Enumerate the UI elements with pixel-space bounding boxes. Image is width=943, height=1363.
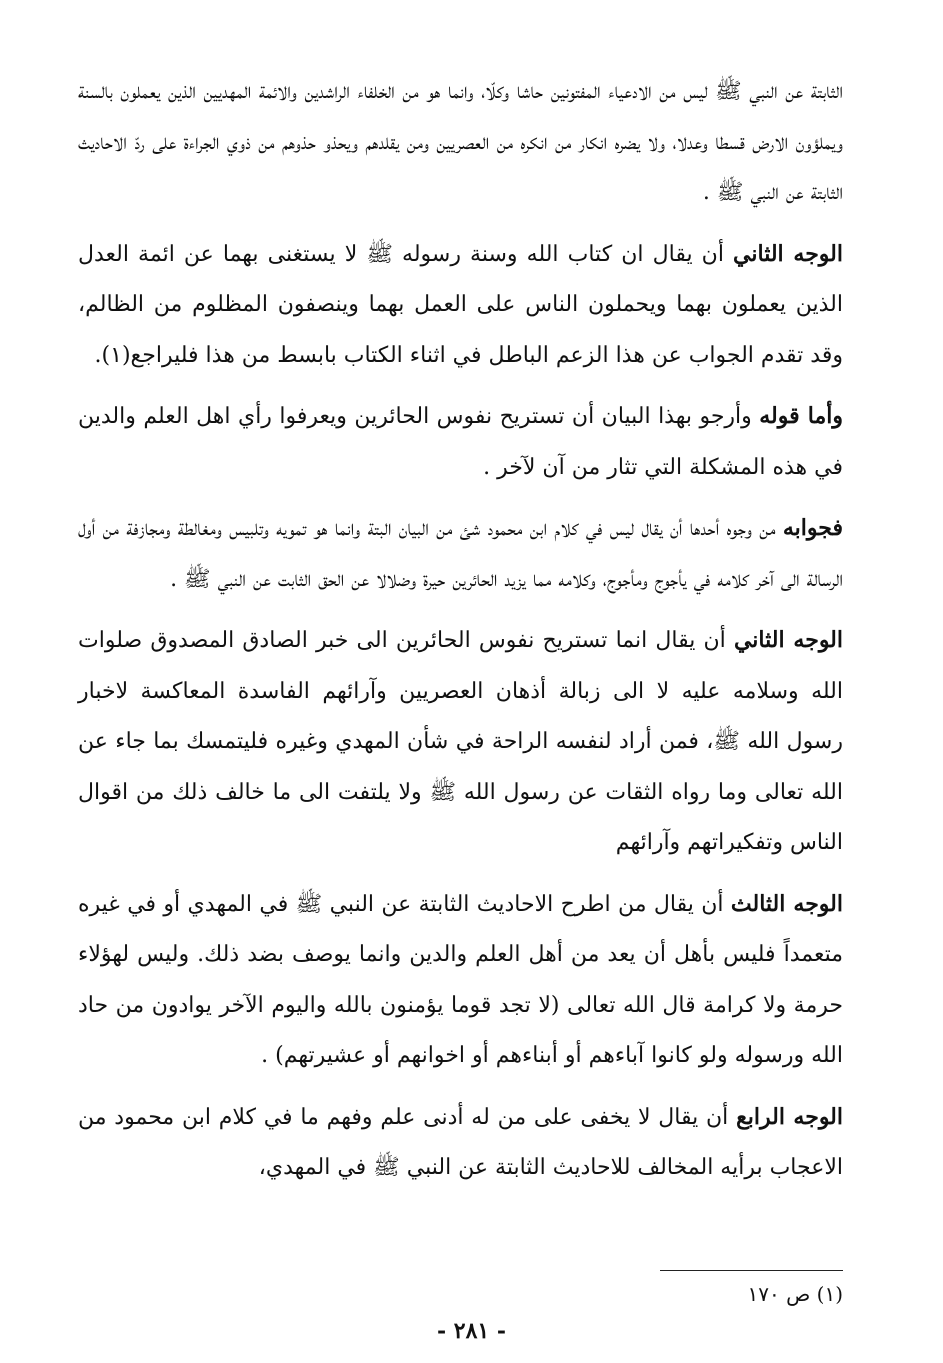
paragraph bbox=[78, 391, 843, 493]
footnote-divider bbox=[660, 1270, 843, 1271]
paragraph-text: أن يقال انما تستريح نفوس الحائرين الى خبر الصادق المصدوق صلوات الله وسلامه عليه لا الى زبالة أذهان العصريين وآرائهم الفاسدة المعاكسة لاخبار رسول الله ﷺ، فمن أراد لنفسه الراحة في شأن المهدي وغيره فليتمسك بما جاء عن الله تعالى وما رواه الثقات عن رسول الله ﷺ ولا يلتفت الى ما خالف ذلك من اقوال الناس وتفكيراتهم وآرائهم bbox=[78, 628, 843, 855]
paragraph bbox=[78, 66, 843, 219]
footnote: (١) ص ١٧٠ bbox=[747, 1282, 843, 1306]
paragraph-text: أن يقال ان كتاب الله وسنة رسوله ﷺ لا يستغنى بهما عن ائمة العدل الذين يعملون بهما ويحملون الناس على العمل بهما وينصفون المظلوم من الظالم، وقد تقدم الجواب عن هذا الزعم الباطل في اثناء الكتاب بابسط من هذا فليراجع(١). bbox=[78, 241, 843, 368]
paragraph-text: وأرجو بهذا البيان أن تستريح نفوس الحائرين ويعرفوا رأي اهل العلم والدين في هذه المشكلة التي تثار من آن لآخر . bbox=[78, 404, 843, 480]
paragraph bbox=[78, 229, 843, 382]
paragraph bbox=[78, 615, 843, 869]
paragraph bbox=[78, 879, 843, 1082]
paragraph-text: أن يقال لا يخفى على من له أدنى علم وفهم ما في كلام ابن محمود من الاعجاب برأيه المخالف للاحاديث الثابتة عن النبي ﷺ في المهدي، bbox=[78, 1104, 843, 1180]
paragraph bbox=[78, 503, 843, 605]
paragraph-heading: فجوابه bbox=[782, 515, 843, 541]
paragraph-heading: الوجه الثاني bbox=[733, 627, 844, 653]
paragraph-heading: الوجه الرابع bbox=[736, 1103, 843, 1130]
paragraph-heading: الوجه الثاني bbox=[733, 240, 843, 267]
page-number: - ٢٨١ - bbox=[436, 1318, 507, 1344]
body-text bbox=[78, 66, 843, 1204]
paragraph-text: من وجوه أحدها أن يقال ليس في كلام ابن محمود شئ من البيان البتة وانما هو تمويه وتلبيس ومغالطة ومجازفة من أول الرسالة الى آخر كلامه في يأجوج ومأجوج، وكلامه مما يزيد الحائرين حيرة وضلالا عن الحق الثابت عن النبي ﷺ . bbox=[78, 516, 843, 592]
paragraph-heading: الوجه الثالث bbox=[730, 890, 843, 917]
paragraph-text: أن يقال من اطرح الاحاديث الثابتة عن النبي ﷺ في المهدي أو في غيره متعمداً فليس بأهل أن يعد من أهل العلم والدين وانما يوصف بضد ذلك. وليس لهؤلاء حرمة ولا كرامة قال الله تعالى (لا تجد قوما يؤمنون بالله واليوم الآخر يوادون من حاد الله ورسوله ولو كانوا آباءهم أو أبناءهم أو اخوانهم أو عشيرتهم) . bbox=[78, 891, 843, 1068]
paragraph bbox=[78, 1092, 843, 1194]
paragraph-text: الثابتة عن النبي ﷺ ليس من الادعياء المفتونين حاشا وكلّا، وانما هو من الخلفاء الراشدين والائمة المهديين الذين يعملون بالسنة ويملؤون الارض قسطا وعدلا، ولا يضره انكار من انكره من العصريين ومن يقلدهم ويحذو حذوهم من ذوي الجراءة على ردّ الاحاديث الثابتة عن النبي ﷺ . bbox=[78, 79, 843, 205]
paragraph-heading: وأما قوله bbox=[759, 403, 843, 429]
